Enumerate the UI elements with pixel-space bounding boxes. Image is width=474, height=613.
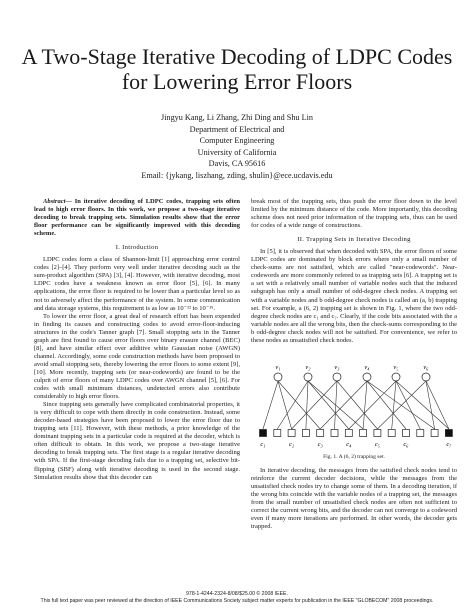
variable-node-label: v₃ [334,363,340,371]
title-line-1: A Two-Stage Iterative Decoding of LDPC Codes [21,44,453,69]
graph-edge [320,381,367,429]
affiliation-line-1: Department of Electrical and [189,124,285,134]
affiliation-line-2: Computer Engineering [199,136,275,146]
section-heading-trapping-sets: II. Trapping Sets in Iterative Decoding [297,236,411,244]
check-node-label: c₃ [317,440,323,448]
variable-node [333,373,341,381]
figure-caption: Fig. 1. A (6, 2) trapping set. [323,453,385,460]
check-node-label: c₆ [403,440,409,448]
graph-edge [349,381,396,429]
check-node [302,429,309,436]
variable-node [274,373,282,381]
figure-1 [251,351,457,451]
footer-copyright: 978-1-4244-2324-8/08/$25.00 © 2008 IEEE. [186,591,288,597]
check-node [317,429,324,436]
check-node [288,429,295,436]
check-node-label: c₄ [346,440,352,448]
variable-node-label: v₅ [393,363,399,371]
graph-edge [367,381,435,429]
graph-edge [263,381,278,429]
variable-node [304,373,312,381]
section-heading-introduction: I. Introduction [115,244,159,252]
footer-notice: This full text paper was peer reviewed at the direction of IEEE Communications Society subject matter experts for publication in the IEEE "GLOBECOM" 2008 proceedings. [40,598,434,604]
check-node [374,429,381,436]
check-node [445,429,452,436]
check-node [331,429,338,436]
abstract-label: Abstract [43,198,66,205]
check-node-label: c₇ [446,440,452,448]
graph-edge [426,381,435,429]
affiliation-line-3: University of California [197,147,277,157]
check-node-label: c₁ [260,440,266,448]
graph-edge [396,381,449,429]
section2-paragraph-1: In [5], it is observed that when decoded with SPA, the error floors of some LDPC codes are dominated by block errors where only a small number of check-sums are not satisfied, which are called "near-codewords". Near-codewords are more commonly refered to as trapping sets [6]. A trapping set is a set with a relatively small number of variable nodes such that the induced subgraph has only a small number of odd-degree check nodes. A trapping set with a variable nodes and b odd-degree check nodes is called an (a, b) trapping set. For example, a (6, 2) trapping set is shown in Fig. 1, where the two odd-degree check nodes are c₁ and c₇. Clearly, if the code bits associated with the a variable nodes are all the wrong bits, then the check-sums corresponding to the b odd-degree check nodes will not be satisfied. For convenience, we refer to these nodes as unsatisfied check nodes. [251,248,457,344]
variable-node-label: v₂ [305,363,311,371]
title-line-2: for Lowering Error Floors [121,69,353,94]
check-node [260,429,267,436]
check-node [388,429,395,436]
variable-node-label: v₆ [423,363,429,371]
variable-node [422,373,430,381]
graph-edge [306,381,308,429]
paper-title [0,44,474,94]
affiliation-line-4: Davis, CA 95616 [208,159,266,169]
right-column [251,198,457,531]
check-node [345,429,352,436]
check-node [360,429,367,436]
check-node-label: c₂ [289,440,295,448]
abstract [34,198,240,238]
graph-edge [426,381,449,429]
intro-paragraph-2: To lower the error floor, a great deal of research effort has been expended in finding its causes and constructing codes to avoid error-floor-inducing structures in the code's Tanner graph [7]. Small stopping sets in the Tanner graph are first found to cause error floors over binary erasure channel (BEC) [8], and have similar effect over additive white Gaussian noise (AWGN) channel. Accordingly, some code construction methods have been proposed to avoid small stopping sets, thereby lowering the error floors to some extent [9], [10]. More recently, trapping sets (or near-codewords) are found to be the culprit of error floors of many LDPC codes over AWGN channel [5], [6]. For codes with small minimum distances, undetected errors also contribute considerably to high error floors. [34,312,240,401]
graph-edge [392,381,396,429]
graph-edge [278,381,292,429]
graph-edge [363,381,367,429]
check-node [431,429,438,436]
author-names: Jingyu Kang, Li Zhang, Zhi Ding and Shu Lin [161,113,313,122]
author-block [0,112,474,182]
page-footer [0,591,474,605]
graph-edge [367,381,406,429]
intro-paragraph-3: Since trapping sets generally have complicated combinatorial properties, it is very difficult to cope with them directly in code construction. Instead, some decoder-based strategies have been proposed to lower the error floor due to trapping sets [11]. However, with these methods, a prior knowledge of the dominant trapping sets in a particular code is required at the decoder, which is often difficult to obtain. In this work, we propose a two-stage iterative decoding to break trapping sets. The first stage is a regular iterative decoding with SPA. If the first-stage decoding fails due to a trapping set, selective bit-flipping (SBF) along with iterative decoding is used in the second stage. Simulation results show that this decoder can [34,401,240,481]
graph-edge [277,381,308,429]
variable-node [392,373,400,381]
trapping-set-graph [251,351,457,451]
graph-edge [308,381,363,429]
variable-node [363,373,371,381]
variable-node-label: v₁ [275,363,281,371]
abstract-text: — In iterative decoding of LDPC codes, trapping sets often lead to high error floors. In this work, we propose a two-stage iterative decoding to break trapping sets. Simulation results show that the error floor performance can be significantly improved with this decoding scheme. [34,198,240,238]
check-node [417,429,424,436]
intro-paragraph-1: LDPC codes form a class of Shannon-limit [1] approaching error control codes [2]–[4]. They perform very well under iterative decoding such as the sum-product algorithm (SPA) [3], [4]. However, with iterative decoding, most LDPC codes have a weakness known as error floor [5], [6]. In many applications, the error floor is required to be lower than a particular level so as not to adversely affect the performance of the system. In some communication and data storage systems, this requirement is as low as 10⁻¹² to 10⁻¹⁵. [34,256,240,312]
graph-edge [377,381,426,429]
check-node-label: c₅ [374,440,380,448]
check-node [403,429,410,436]
author-email: Email: {jykang, liszhang, zding, shulin}@ece.ucdavis.edu [141,170,333,180]
graph-edge [396,381,420,429]
check-node [274,429,281,436]
left-column [34,198,240,482]
variable-node-label: v₄ [364,363,370,371]
intro-continuation: break most of the trapping sets, thus push the error floor down to the level limited by the minimum distance of the code. More importantly, this decoding scheme does not need prior information of the trapping sets, thus can be used for codes of a wide range of constructions. [251,198,457,230]
section2-paragraph-2: In iterative decoding, the messages from the satisfied check nodes tend to reinforce the current decoder decisions, while the messages from the unsatisfied check nodes try to change some of them. In a decoding iteration, if the wrong bits coincide with the variable nodes of a trapping set, the messages from the small number of unsatisfied check nodes are often not sufficient to correct the current wrong bits, and the decoder can not converge to a codeword even if many more iterations are performed. In other words, the decoder gets trapped. [251,466,457,531]
